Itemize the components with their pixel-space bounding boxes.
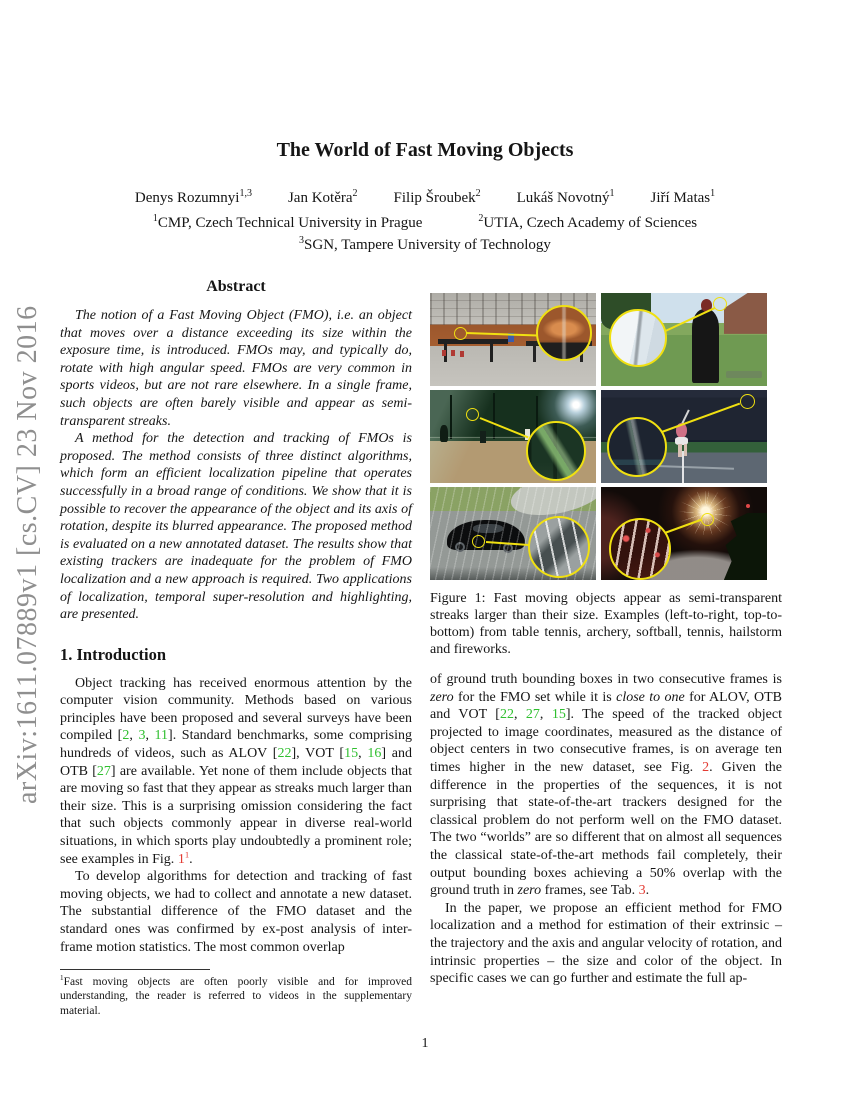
highlight-circle [713,297,727,311]
body-paragraph: In the paper, we propose an efficient method for FMO localization and a method for estimation of their extrinsic – the trajectory and the axis and angular velocity of rotation, and intrinsic properties – the size and color of the object. In specific cases we can go further and estimate the full ap- [430,900,782,987]
footnote-text: $^1$Fast moving objects are often poorly visible and for improved understanding, the reader is referred to videos in the supplementary material. [60,974,412,1017]
paper-title: The World of Fast Moving Objects [276,139,574,161]
figure-photo-fireworks [601,487,767,580]
citation-link[interactable]: 3 [138,728,146,744]
magnifier-circle [609,518,671,580]
figure-photo-archery [601,293,767,386]
body-paragraph: To develop algorithms for detection and tracking of fast moving objects, we had to collect and annotate a new dataset. The substantial difference of the FMO dataset and the standard ones was confirmed by ex-post analysis of inter-frame motion statistics. The most common overlap [60,869,412,955]
callout-line [480,417,529,438]
text-segment: close to one [616,689,685,705]
citation-link[interactable]: 22 [277,746,292,762]
scene-shape [533,346,536,362]
author-name: Jan Kotěra$^2$ [287,188,358,206]
body-paragraph: Object tracking has received enormous attention by the computer vision community. Methods based on various principles have been proposed and several surveys have been compiled [2, 3, 11]. Standard benchmarks, some comprising hundreds of videos, such as ALOV [22], VOT [15, 16] and OTB [27] are available. Yet none of them include objects that are moving so fast that they appear as streaks much larger than their size. This is a surprising omission considering the fact that such objects commonly appear in diverse real-world situations, in which sports play undoubtedly a prominent role; see examples in Fig. $1^1$. [60,675,413,867]
magnifier-circle [536,305,592,361]
arxiv-side-banner: arXiv:1611.07889v1 [cs.CV] 23 Nov 2016 [12,305,43,805]
scene-shape [442,350,446,356]
scene-shape [692,309,719,383]
figure-caption: Figure 1: Fast moving objects appear as semi-transparent streaks larger than their size. Examples (left-to-right, top-to-bottom) from table tennis, archery, softball, tennis, hailstorm and fireworks. [430,591,782,657]
citation-link[interactable]: 11 [154,728,169,744]
scene-shape [490,344,493,362]
citation-link[interactable]: 15 [344,746,359,762]
highlight-circle [472,535,485,548]
author-list [0,190,850,207]
figure-1 [430,293,767,580]
callout-line [659,403,740,434]
figure-photo-softball [430,390,596,483]
magnifier-circle [607,417,667,477]
scene-shape [724,293,767,334]
magnifier-circle [609,309,667,367]
citation-link[interactable]: 27 [96,763,111,779]
right-column [430,293,782,988]
ref-link[interactable]: 1 [177,851,185,867]
abstract-section [60,278,412,624]
scene-shape [493,393,495,440]
text-segment: zero [430,689,454,705]
figure-photo-table-tennis [430,293,596,386]
scene-shape [438,339,508,344]
affiliation: $^3$SGN, Tampere University of Technology [299,235,551,253]
citation-link[interactable]: 22 [499,707,514,723]
scene-shape [678,444,681,457]
scene-shape [746,504,750,508]
figure-photo-tennis [601,390,767,483]
ref-link[interactable]: 1 [184,848,190,859]
citation-link[interactable]: 27 [525,707,540,723]
highlight-circle [454,327,467,340]
scene-shape [480,431,487,443]
footnote-rule [60,969,210,970]
highlight-circle [701,513,714,526]
citation-link[interactable]: 2 [122,728,130,744]
scene-shape [450,395,452,440]
highlight-circle [740,394,755,409]
footnote [60,969,412,1018]
citation-link[interactable]: 15 [551,707,566,723]
page-number: 1 [421,1036,429,1051]
body-paragraph: of ground truth bounding boxes in two consecutive frames is zero for the FMO set while it is close to one for ALOV, OTB and VOT [22, 27, 15]. The speed of the tracked object projected to image coordinates, measured as the distance of object centers in two consecutive frames, is on average ten times higher in the new dataset, see Fig. 2. Given the difference in the properties of the sequences, it is not surprising that state-of-the-art trackers designed for the classical problem do not perform well on the FMO dataset. The two “worlds” are so different that on almost all sequences the classical state-of-the-art methods fail completely, their output bounding boxes achieving a 50% overlap with the ground truth in zero frames, see Tab. 3. [430,672,783,899]
callout-line [466,332,538,337]
section-heading-introduction: 1. Introduction [60,644,167,664]
figure-photo-hailstorm [430,487,596,580]
affiliation: $^1$CMP, Czech Technical University in Prague [152,213,423,231]
author-name: Jiří Matas$^1$ [650,188,716,206]
scene-shape [684,444,687,456]
abstract-heading: Abstract [206,278,266,295]
abstract-paragraph: The notion of a Fast Moving Object (FMO), i.e. an object that moves over a distance exceeding its size within the exposure time, is introduced. FMOs may, and typically do, rotate with high angular speed. FMOs are very common in sports videos, but are not rare elsewhere. In a single frame, such objects are often barely visible and appear as semi-transparent streaks. [60,308,412,429]
author-name: Lukáš Novotný$^1$ [516,188,615,206]
author-name: Denys Rozumnyi$^{1,3}$ [134,188,252,206]
highlight-circle [466,408,479,421]
text-segment: zero [517,883,542,899]
watermark [726,371,763,378]
affiliation: $^2$UTIA, Czech Academy of Sciences [478,213,698,231]
author-name: Filip Šroubek$^2$ [393,188,481,206]
scene-shape [440,425,448,442]
text-segment: 1 [60,974,64,983]
magnifier-circle [526,421,586,481]
affiliation-row [0,215,850,232]
citation-link[interactable]: 16 [367,746,382,762]
affiliation-row [0,237,850,254]
ref-link[interactable]: 3 [638,883,646,899]
abstract-paragraph: A method for the detection and tracking of FMOs is proposed. The method consists of three distinct algorithms, which form an efficient localization pipeline that operates successfully in a broad range of conditions. We show that it is possible to recover the appearance of the object and its axis of rotation, despite its blurred appearance. The proposed method is evaluated on a new annotated dataset. The results show that existing trackers are inadequate for the problem of FMO localization and a new approach is required. Two applications of localization, temporal super-resolution and highlighting, are presented. [60,431,412,623]
magnifier-circle [528,516,590,578]
left-column [60,278,412,1018]
ref-link[interactable]: 2 [702,759,710,775]
